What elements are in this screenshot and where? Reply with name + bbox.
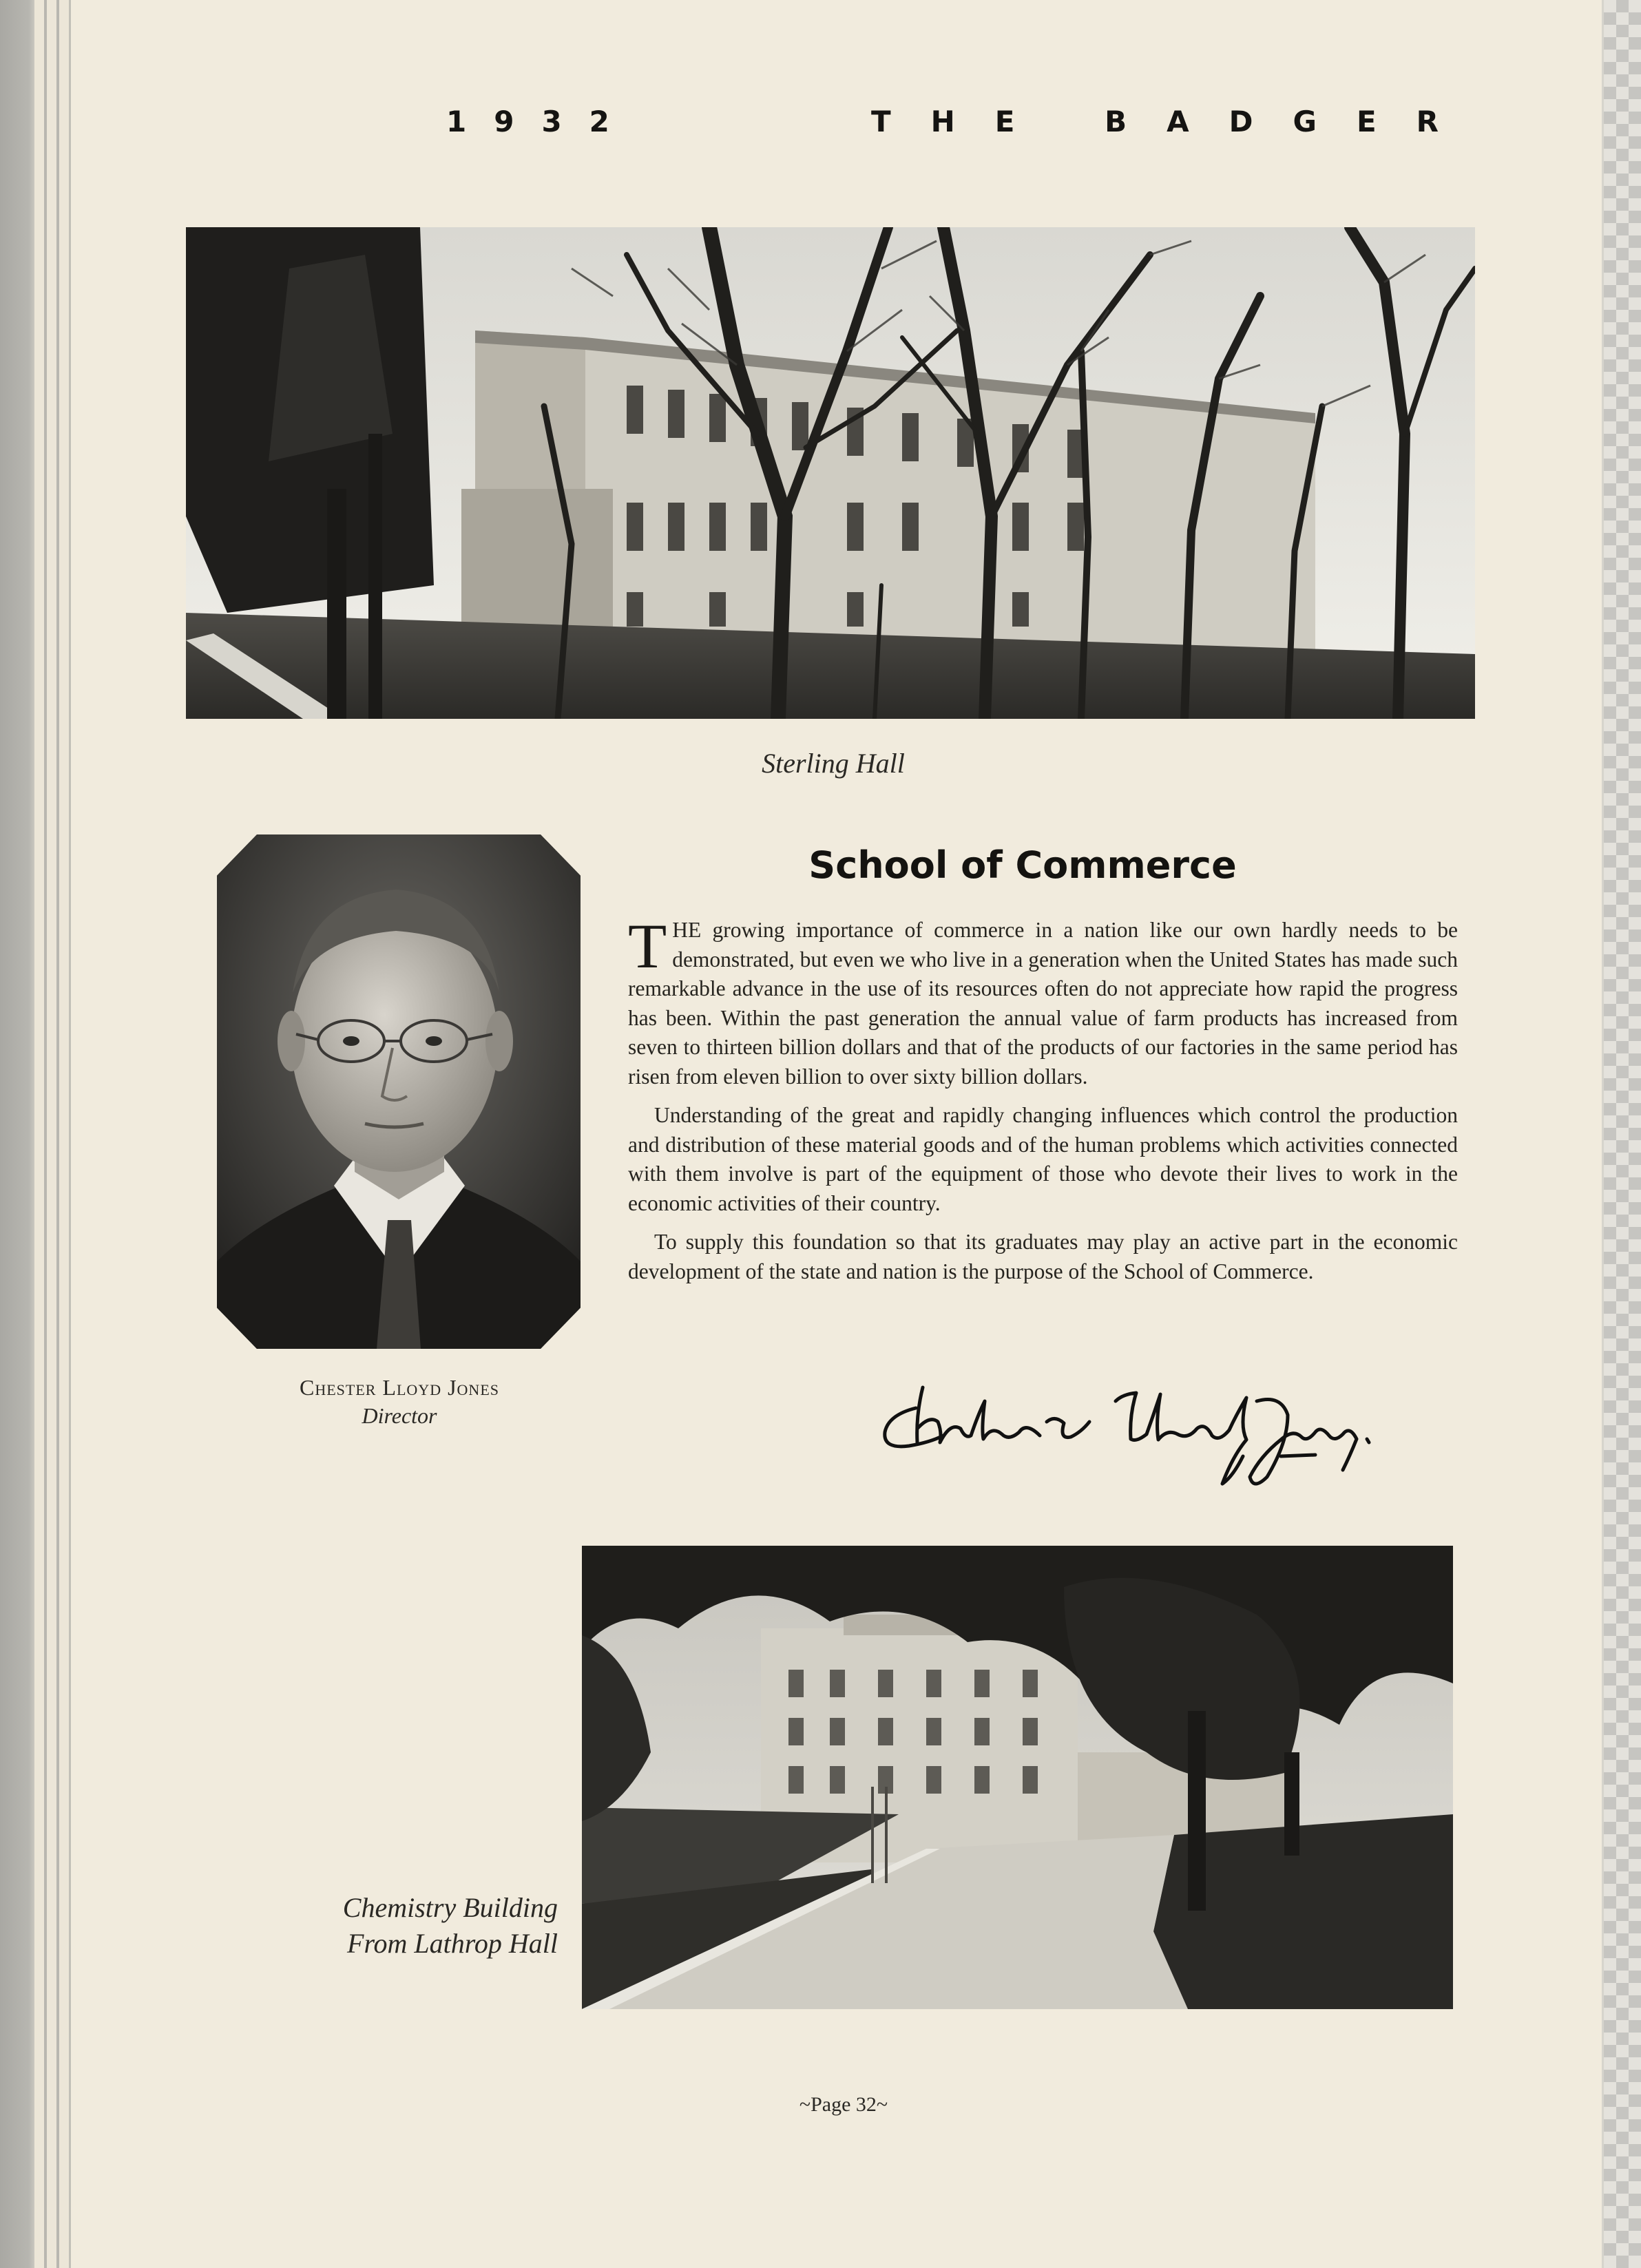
header-year: 1932 — [446, 105, 637, 138]
caption-line-2: From Lathrop Hall — [347, 1928, 558, 1959]
article-body — [628, 911, 1458, 1296]
handwritten-signature — [875, 1374, 1384, 1498]
header-title: THE BADGER — [871, 105, 1478, 138]
sterling-hall-photo — [186, 227, 1475, 719]
drop-cap: T — [628, 911, 667, 981]
page-number: ~Page 32~ — [799, 2093, 888, 2116]
director-title: Director — [362, 1403, 437, 1428]
director-name: Chester Lloyd Jones — [299, 1375, 499, 1400]
article-paragraph-1 — [628, 911, 1458, 1091]
director-portrait — [217, 834, 581, 1349]
binding-margin — [0, 0, 74, 2268]
decorative-border — [1602, 0, 1641, 2268]
running-header — [413, 105, 1529, 146]
sterling-hall-caption: Sterling Hall — [762, 748, 905, 779]
article-paragraph-2: Understanding of the great and rapidly changing influences which control the production and distribution of these material goods and of the human problems which activities connected with them involve is part of the equipment of those who devote their lives to work in the economic activities of their country. — [628, 1103, 1458, 1215]
article-heading: School of Commerce — [808, 843, 1237, 887]
article-paragraph-3: To supply this foundation so that its graduates may play an active part in the economic development of the state and nation is the purpose of the School of Commerce. — [628, 1230, 1458, 1283]
chemistry-building-photo — [582, 1546, 1453, 2009]
chemistry-building-caption — [248, 1890, 558, 1962]
caption-line-1: Chemistry Building — [342, 1892, 558, 1923]
paragraph-1-text: HE growing importance of commerce in a nation like our own hardly needs to be demonstrated, but even we who live in a generation when the United States has made such remarkable advance in the use of its resources often do not appreciate how rapid the progress has been. Within the past generation the annual value of farm products has increased from seven to thirteen billion dollars and that of the products of our factories in the same period has risen from eleven billion to over sixty billion dollars. — [628, 918, 1458, 1089]
